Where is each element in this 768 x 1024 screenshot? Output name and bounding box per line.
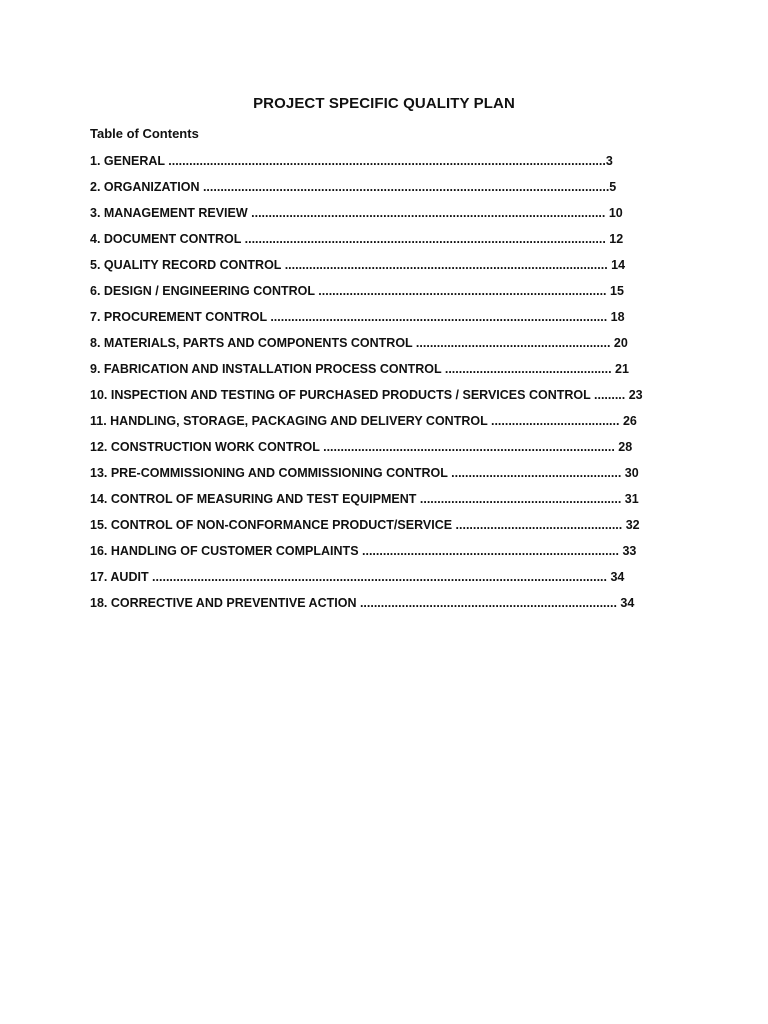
toc-list xyxy=(90,152,670,620)
toc-item-materials-parts-control: 8. MATERIALS, PARTS AND COMPONENTS CONTROL ........................................................ 20 xyxy=(90,336,628,350)
toc-item-procurement-control: 7. PROCUREMENT CONTROL ................................................................................................. 18 xyxy=(90,310,625,324)
toc-item-inspection-testing-control: 10. INSPECTION AND TESTING OF PURCHASED PRODUCTS / SERVICES CONTROL ......... 23 xyxy=(90,388,643,402)
toc-item-quality-record-control: 5. QUALITY RECORD CONTROL ............................................................................................. 14 xyxy=(90,258,626,272)
toc-item-design-engineering-control: 6. DESIGN / ENGINEERING CONTROL ................................................................................... 15 xyxy=(90,284,624,298)
toc-item-document-control: 4. DOCUMENT CONTROL ........................................................................................................ 12 xyxy=(90,232,624,246)
toc-item-measuring-test-equipment: 14. CONTROL OF MEASURING AND TEST EQUIPMENT .......................................................... 31 xyxy=(90,492,639,506)
toc-item-corrective-preventive-action: 18. CORRECTIVE AND PREVENTIVE ACTION .......................................................................... 34 xyxy=(90,596,635,610)
toc-item-non-conformance-control: 15. CONTROL OF NON-CONFORMANCE PRODUCT/SERVICE ................................................ 32 xyxy=(90,518,640,532)
page-title: PROJECT SPECIFIC QUALITY PLAN xyxy=(253,95,515,112)
toc-item-commissioning-control: 13. PRE-COMMISSIONING AND COMMISSIONING CONTROL ................................................. 30 xyxy=(90,466,639,480)
toc-heading: Table of Contents xyxy=(90,126,199,141)
toc-item-organization: 2. ORGANIZATION .....................................................................................................................5 xyxy=(90,180,617,194)
toc-item-management-review: 3. MANAGEMENT REVIEW ...................................................................................................... 10 xyxy=(90,206,623,220)
toc-item-customer-complaints: 16. HANDLING OF CUSTOMER COMPLAINTS .......................................................................... 33 xyxy=(90,544,637,558)
toc-item-handling-storage-control: 11. HANDLING, STORAGE, PACKAGING AND DELIVERY CONTROL ..................................... 26 xyxy=(90,414,637,428)
toc-item-general: 1. GENERAL ..............................................................................................................................3 xyxy=(90,154,613,168)
toc-item-audit: 17. AUDIT ................................................................................................................................... 34 xyxy=(90,570,625,584)
toc-item-construction-work-control: 12. CONSTRUCTION WORK CONTROL .................................................................................... 28 xyxy=(90,440,633,454)
toc-item-fabrication-installation-control: 9. FABRICATION AND INSTALLATION PROCESS CONTROL ................................................ 21 xyxy=(90,362,629,376)
